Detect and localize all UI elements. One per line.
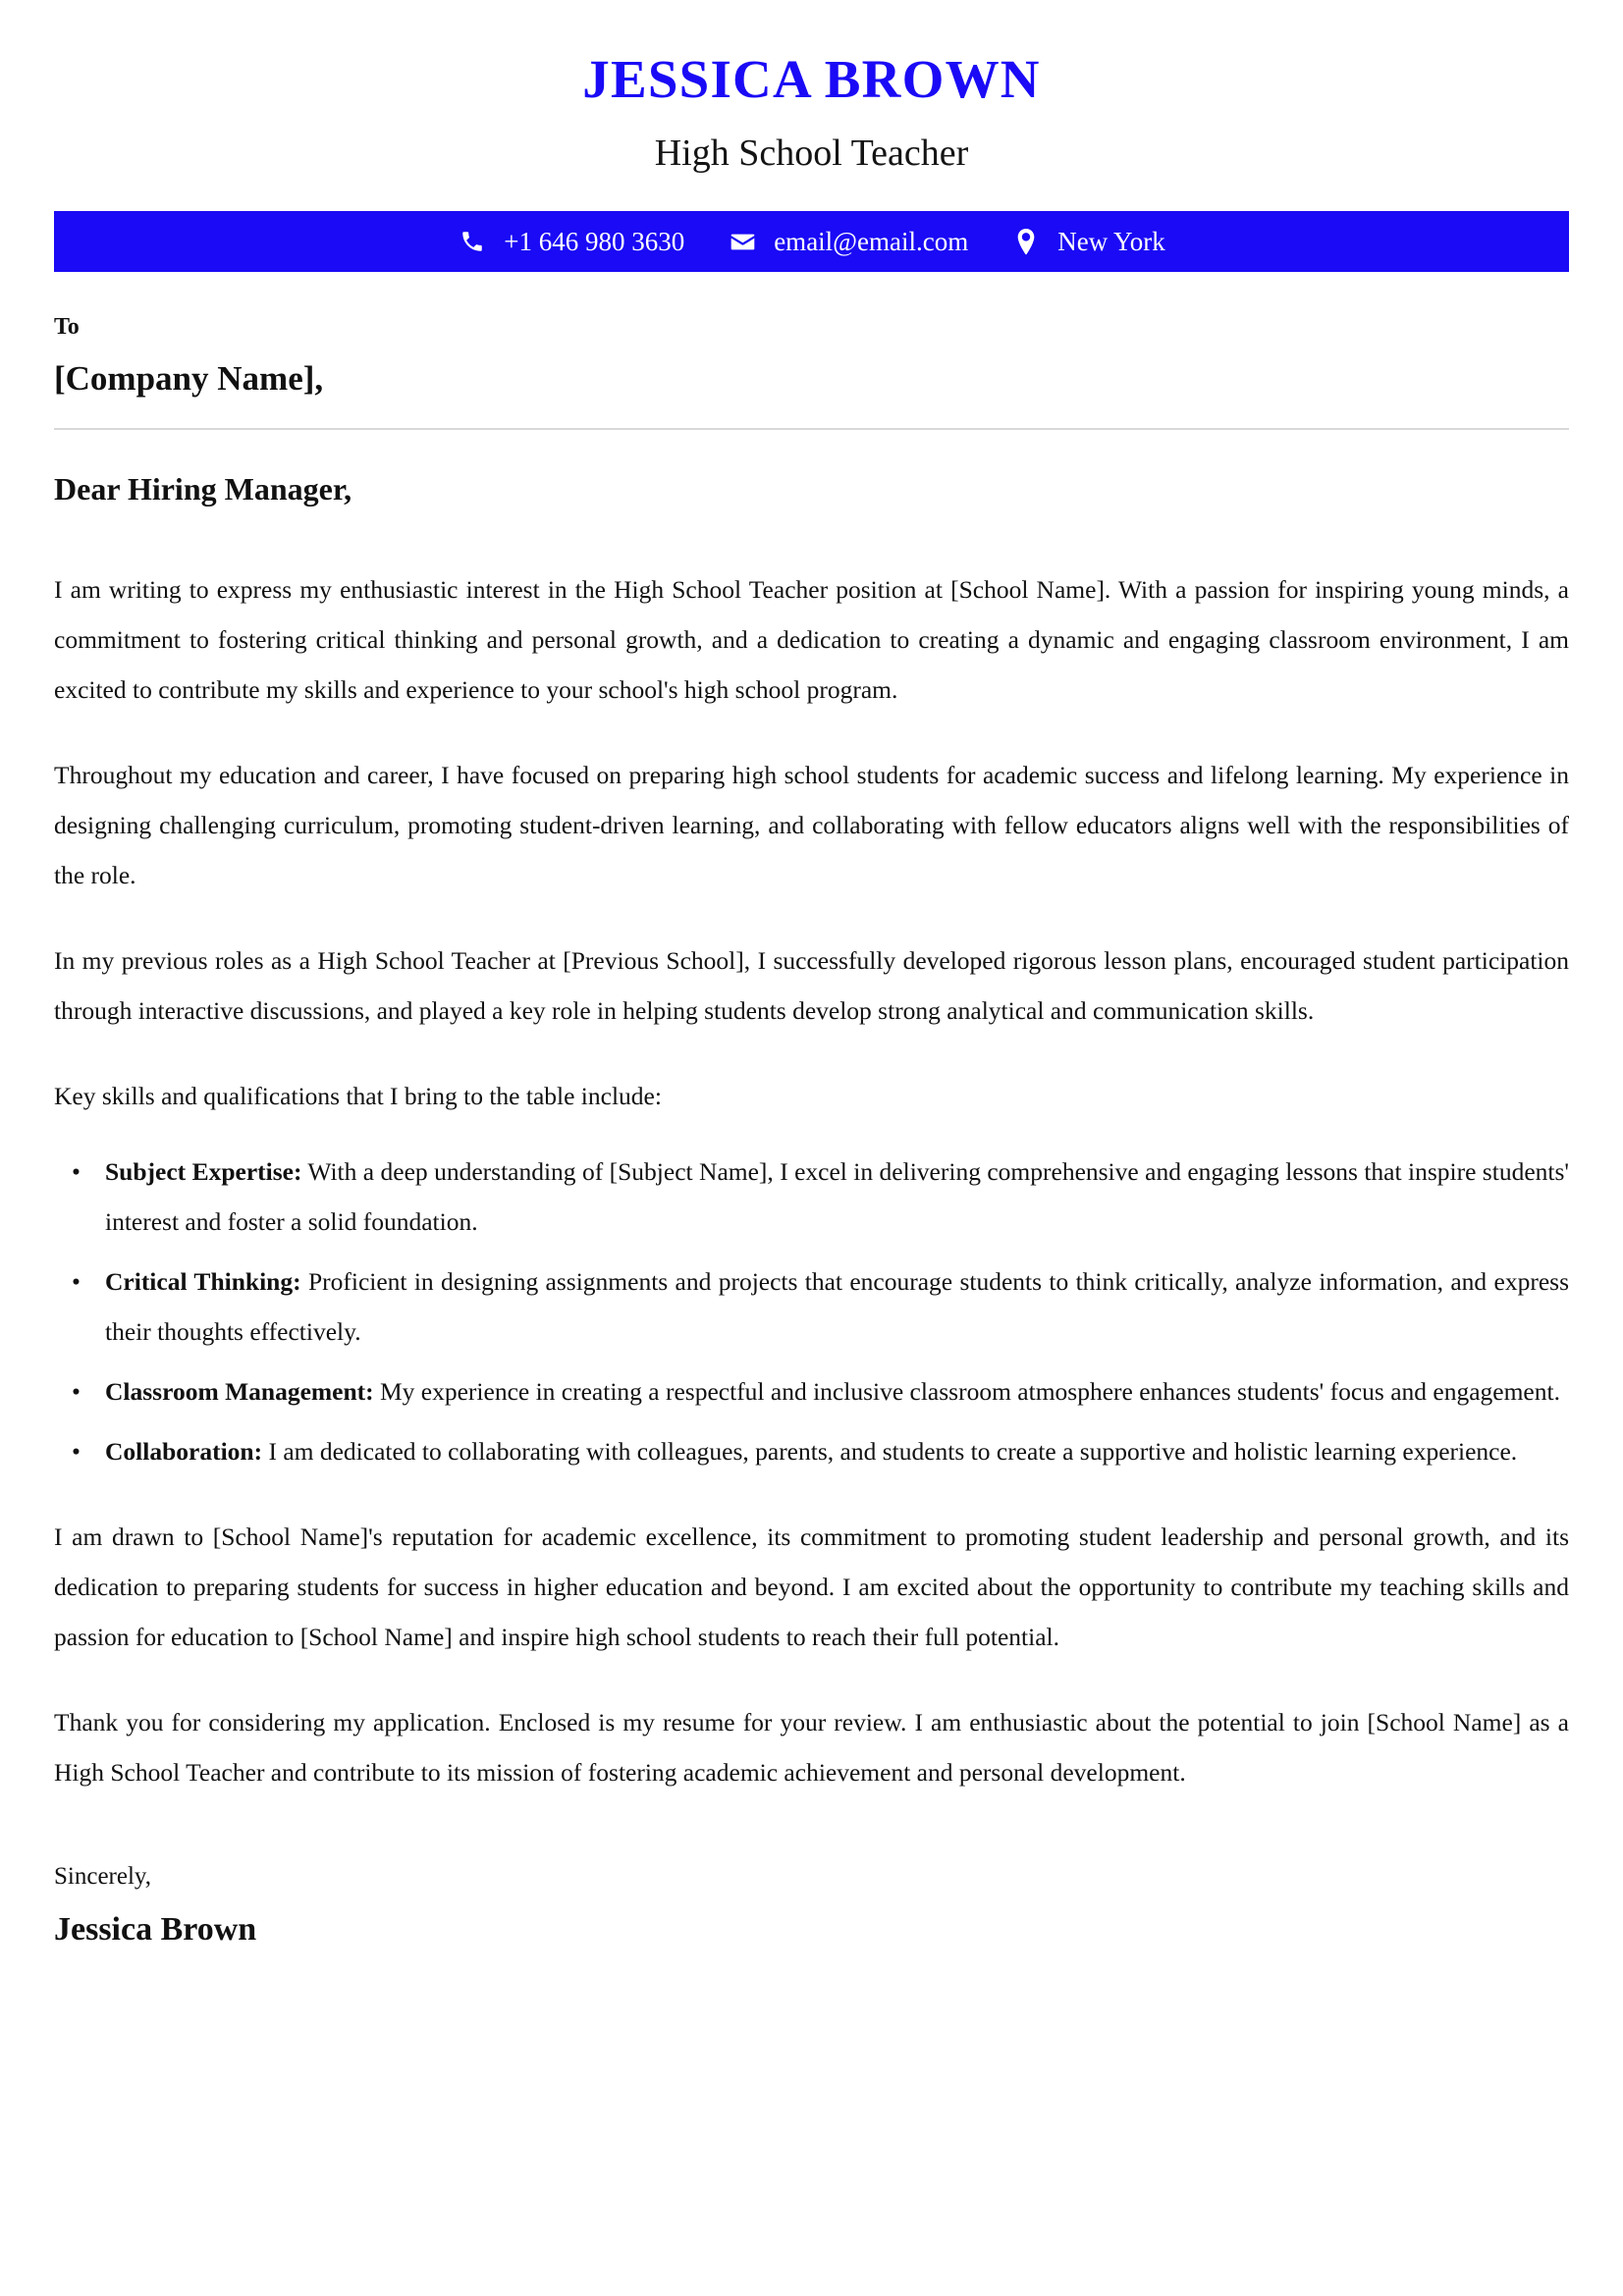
to-label: To xyxy=(54,314,80,341)
location-pin-icon xyxy=(1011,227,1041,256)
letter-body xyxy=(54,272,1569,1952)
letter-paragraph: In my previous roles as a High School Teacher at [Previous School], I successfully developed rigorous lesson plans, encouraged student participation through interactive discussions, and played a key role in helping students develop strong analytical and communication skills. xyxy=(54,946,1569,1026)
contact-location-value: New York xyxy=(1057,226,1165,256)
contact-email-value: email@email.com xyxy=(774,226,969,256)
signature-name: Jessica Brown xyxy=(54,1911,257,1949)
skill-description: With a deep understanding of [Subject Name], I excel in delivering comprehensive and engaging lessons that inspire students' interest and foster a solid foundation. xyxy=(105,1157,1569,1237)
list-item xyxy=(105,1256,1569,1357)
header-divider xyxy=(54,428,1569,430)
list-item xyxy=(105,1366,1569,1416)
letter-paragraph: Throughout my education and career, I have focused on preparing high school students for academic success and lifelong learning. My experience in designing challenging curriculum, promoting student-driven learning, and collaborating with fellow educators aligns well with the responsibilities of the role. xyxy=(54,761,1569,890)
skill-term: Classroom Management: xyxy=(105,1377,374,1407)
candidate-name: JESSICA BROWN xyxy=(582,49,1041,109)
contact-email[interactable] xyxy=(728,227,968,256)
letter-paragraph: I am writing to express my enthusiastic interest in the High School Teacher position at [School Name]. With a passion for inspiring young minds, a commitment to fostering critical thinking and personal growth, and a dedication to creating a dynamic and engaging classroom environment, I am excited to contribute my skills and experience to your school's high school program. xyxy=(54,575,1569,705)
skills-lead-in: Key skills and qualifications that I bring to the table include: xyxy=(54,1082,662,1111)
contact-phone-value: +1 646 980 3630 xyxy=(504,226,685,256)
list-item xyxy=(105,1147,1569,1247)
company-name: [Company Name], xyxy=(54,359,324,399)
contact-phone[interactable] xyxy=(458,227,684,256)
skill-term: Critical Thinking: xyxy=(105,1267,301,1297)
letter-header xyxy=(0,0,1623,176)
skills-list xyxy=(54,1147,1569,1476)
candidate-job-title: High School Teacher xyxy=(654,132,969,174)
skill-description: My experience in creating a respectful and inclusive classroom atmosphere enhances students' focus and engagement. xyxy=(373,1377,1560,1407)
skill-description: Proficient in designing assignments and projects that encourage students to think critically, analyze information, and express their thoughts effectively. xyxy=(105,1267,1569,1347)
envelope-icon xyxy=(728,227,757,256)
contact-bar xyxy=(54,211,1569,272)
skill-term: Collaboration: xyxy=(105,1437,263,1467)
letter-paragraph: I am drawn to [School Name]'s reputation for academic excellence, its commitment to promoting student leadership and personal growth, and its dedication to preparing students for success in higher education and beyond. I am excited about the opportunity to contribute my teaching skills and passion for education to [School Name] and inspire high school students to reach their full potential. xyxy=(54,1522,1569,1652)
sign-off: Sincerely, xyxy=(54,1863,152,1891)
skill-term: Subject Expertise: xyxy=(105,1157,302,1187)
letter-paragraph: Thank you for considering my application. Enclosed is my resume for your review. I am enthusiastic about the potential to join [School Name] as a High School Teacher and contribute to its mission of fostering academic achievement and personal development. xyxy=(54,1708,1569,1788)
list-item xyxy=(105,1426,1569,1476)
addressee-block xyxy=(54,313,1569,400)
salutation: Dear Hiring Manager, xyxy=(54,470,352,507)
phone-icon xyxy=(458,227,487,256)
signature-block xyxy=(54,1860,1569,1952)
contact-location[interactable] xyxy=(1011,227,1165,256)
skill-description: I am dedicated to collaborating with colleagues, parents, and students to create a supportive and holistic learning experience. xyxy=(262,1437,1518,1467)
